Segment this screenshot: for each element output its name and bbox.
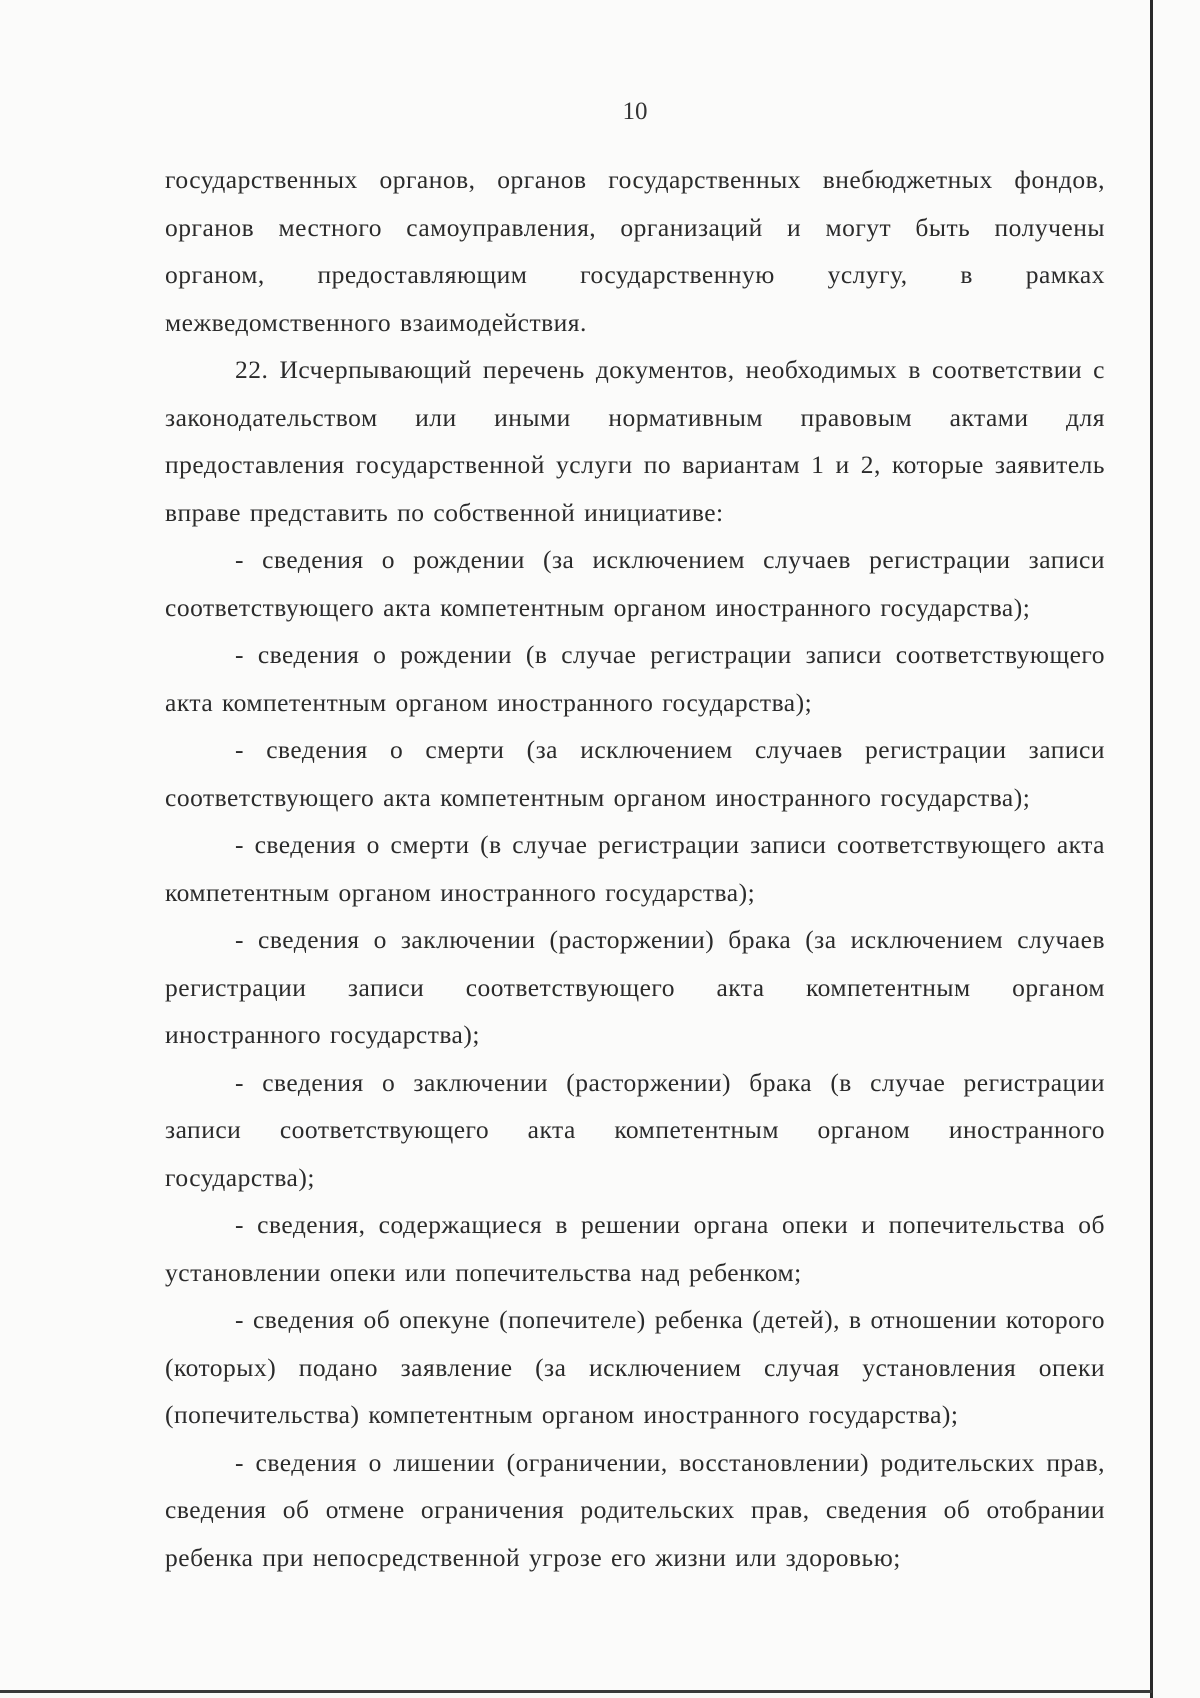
list-item: - сведения о рождении (за исключением случаев регистрации записи соответствующего акта компетентным органом иностранного государства);	[165, 545, 1105, 622]
paragraph-continuation: государственных органов, органов государственных внебюджетных фондов, органов местного самоуправления, организаций и могут быть получены органом, предоставляющим государственную услугу, в рамках межведомственного взаимодействия.	[165, 165, 1105, 337]
document-body	[165, 156, 1105, 1581]
list-item: - сведения о заключении (расторжении) брака (в случае регистрации записи соответствующего акта компетентным органом иностранного государства);	[165, 1067, 1105, 1192]
list-item: - сведения о рождении (в случае регистрации записи соответствующего акта компетентным органом иностранного государства);	[165, 640, 1105, 717]
list-item: - сведения о смерти (за исключением случаев регистрации записи соответствующего акта компетентным органом иностранного государства);	[165, 735, 1105, 812]
scan-edge-bottom	[0, 1690, 1152, 1693]
paragraph-item-22: 22. Исчерпывающий перечень документов, необходимых в соответствии с законодательством или иными нормативным правовым актами для предоставления государственной услуги по вариантам 1 и 2, которые заявитель вправе представить по собственной инициативе:	[165, 355, 1105, 527]
list-item: - сведения, содержащиеся в решении органа опеки и попечительства об установлении опеки или попечительства над ребенком;	[165, 1210, 1105, 1287]
list-item: - сведения о лишении (ограничении, восстановлении) родительских прав, сведения об отмене ограничения родительских прав, сведения об отобрании ребенка при непосредственной угрозе его жизни или здоровью;	[165, 1447, 1105, 1572]
list-item: - сведения о заключении (расторжении) брака (за исключением случаев регистрации записи соответствующего акта компетентным органом иностранного государства);	[165, 925, 1105, 1049]
list-item: - сведения об опекуне (попечителе) ребенка (детей), в отношении которого (которых) подано заявление (за исключением случая установления опеки (попечительства) компетентным органом иностранного государства);	[165, 1305, 1105, 1429]
page-number: 10	[622, 98, 648, 125]
scan-edge-right	[1150, 0, 1153, 1698]
list-item: - сведения о смерти (в случае регистрации записи соответствующего акта компетентным органом иностранного государства);	[165, 830, 1105, 907]
